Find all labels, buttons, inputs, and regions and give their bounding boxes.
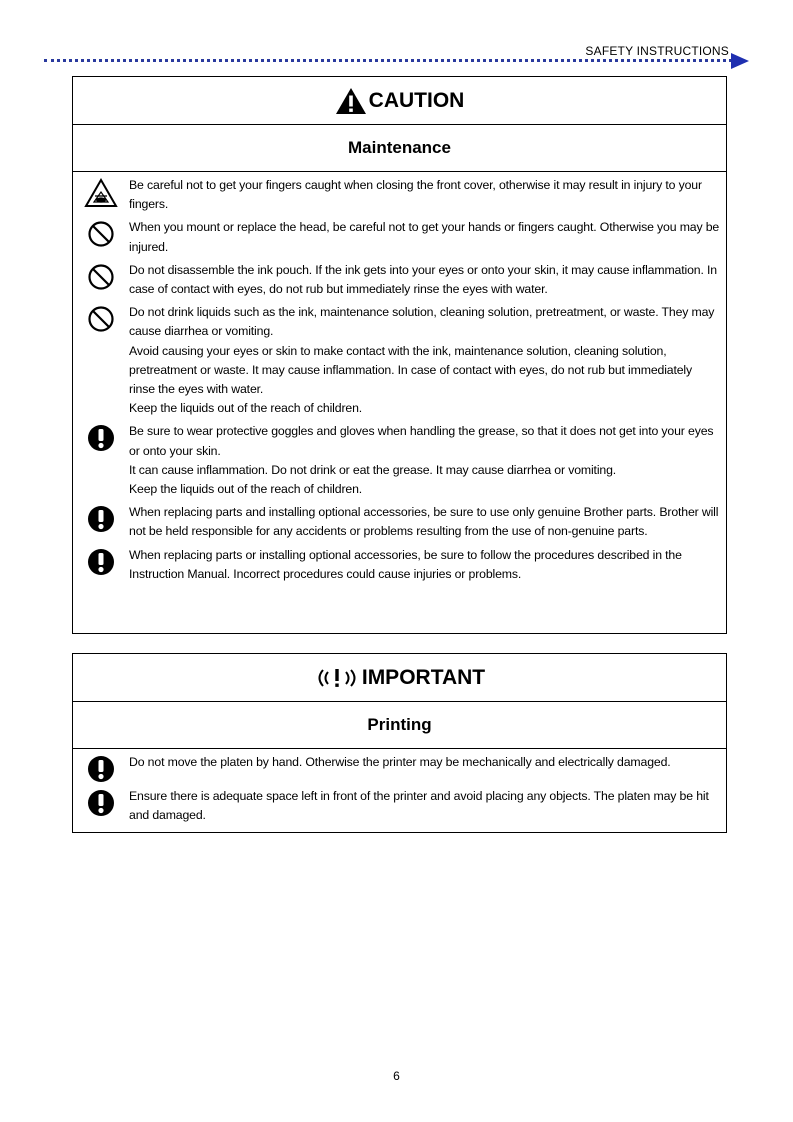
important-sound-icon — [314, 666, 360, 690]
safety-item — [73, 546, 726, 584]
mandatory-icon — [73, 546, 129, 576]
caution-subtitle: Maintenance — [73, 125, 726, 172]
safety-item-paragraph: Keep the liquids out of the reach of children. — [129, 401, 363, 416]
safety-item-text — [129, 503, 726, 541]
safety-item — [73, 176, 726, 214]
safety-item-paragraph: Ensure there is adequate space left in front of the printer and avoid placing any objects. The platen may be hit and damaged. — [129, 789, 709, 823]
safety-item-text — [129, 261, 726, 299]
important-title: IMPORTANT — [361, 665, 486, 689]
mandatory-icon — [73, 787, 129, 817]
safety-item-text — [129, 218, 726, 256]
safety-item — [73, 303, 726, 418]
prohibition-icon — [73, 261, 129, 291]
safety-item-paragraph: It can cause inflammation. Do not drink or eat the grease. It may cause diarrhea or vomiting. — [129, 462, 617, 477]
safety-item-text — [129, 753, 726, 772]
caution-heading — [73, 77, 726, 125]
safety-item — [73, 422, 726, 499]
prohibition-icon — [73, 303, 129, 333]
mandatory-icon — [73, 753, 129, 783]
important-heading — [73, 654, 726, 702]
safety-item-paragraph: When replacing parts or installing optional accessories, be sure to follow the procedures described in the Instruction Manual. Incorrect procedures could cause injuries or problems. — [129, 547, 682, 581]
important-panel — [72, 653, 727, 833]
header-dotted-rule — [44, 59, 732, 62]
safety-item-paragraph: Do not drink liquids such as the ink, maintenance solution, cleaning solution, pretreatment, or waste. They may cause diarrhea or vomiting. — [129, 305, 715, 339]
caution-title: CAUTION — [368, 88, 465, 112]
safety-item-text — [129, 787, 726, 825]
safety-item-text — [129, 176, 726, 214]
section-label: SAFETY INSTRUCTIONS — [585, 44, 729, 58]
mandatory-icon — [73, 503, 129, 533]
safety-item-paragraph: Do not move the platen by hand. Otherwise the printer may be mechanically and electrically damaged. — [129, 755, 671, 769]
page-number: 6 — [393, 1069, 400, 1083]
safety-item-paragraph: Be sure to wear protective goggles and gloves when handling the grease, so that it does not get into your eyes or onto your skin. — [129, 424, 714, 458]
safety-item-paragraph: Avoid causing your eyes or skin to make contact with the ink, maintenance solution, cleaning solution, pretreatment or waste. It may cause inflammation. In case of contact with eyes, do not rub but immediately rinse the eyes with water. — [129, 343, 693, 397]
safety-item-paragraph: Do not disassemble the ink pouch. If the ink gets into your eyes or onto your skin, it may cause inflammation. In case of contact with eyes, do not rub but immediately rinse the eyes with water. — [129, 262, 717, 297]
safety-item-text — [129, 546, 726, 584]
important-subtitle: Printing — [73, 702, 726, 749]
important-item-list — [73, 749, 726, 825]
header-arrow-icon — [731, 53, 749, 69]
pinch-warning-icon — [73, 176, 129, 208]
safety-item-paragraph: Keep the liquids out of the reach of children. — [129, 482, 363, 497]
caution-panel — [72, 76, 727, 634]
safety-item — [73, 218, 726, 256]
safety-item-text — [129, 303, 726, 418]
safety-item-text — [129, 422, 726, 499]
warning-triangle-icon — [335, 87, 367, 115]
prohibition-icon — [73, 218, 129, 248]
safety-item-paragraph: Be careful not to get your fingers caught when closing the front cover, otherwise it may result in injury to your fingers. — [129, 178, 702, 212]
safety-item — [73, 503, 726, 541]
safety-item-paragraph: When replacing parts and installing optional accessories, be sure to use only genuine Brother parts. Brother will not be held responsible for any accidents or problems resulting from the use of non-genuine parts. — [129, 505, 719, 539]
safety-item-paragraph: When you mount or replace the head, be careful not to get your hands or fingers caught. Otherwise you may be injured. — [129, 220, 720, 254]
safety-item — [73, 753, 726, 783]
mandatory-icon — [73, 422, 129, 452]
safety-item — [73, 261, 726, 299]
caution-item-list — [73, 172, 726, 584]
safety-item — [73, 787, 726, 825]
